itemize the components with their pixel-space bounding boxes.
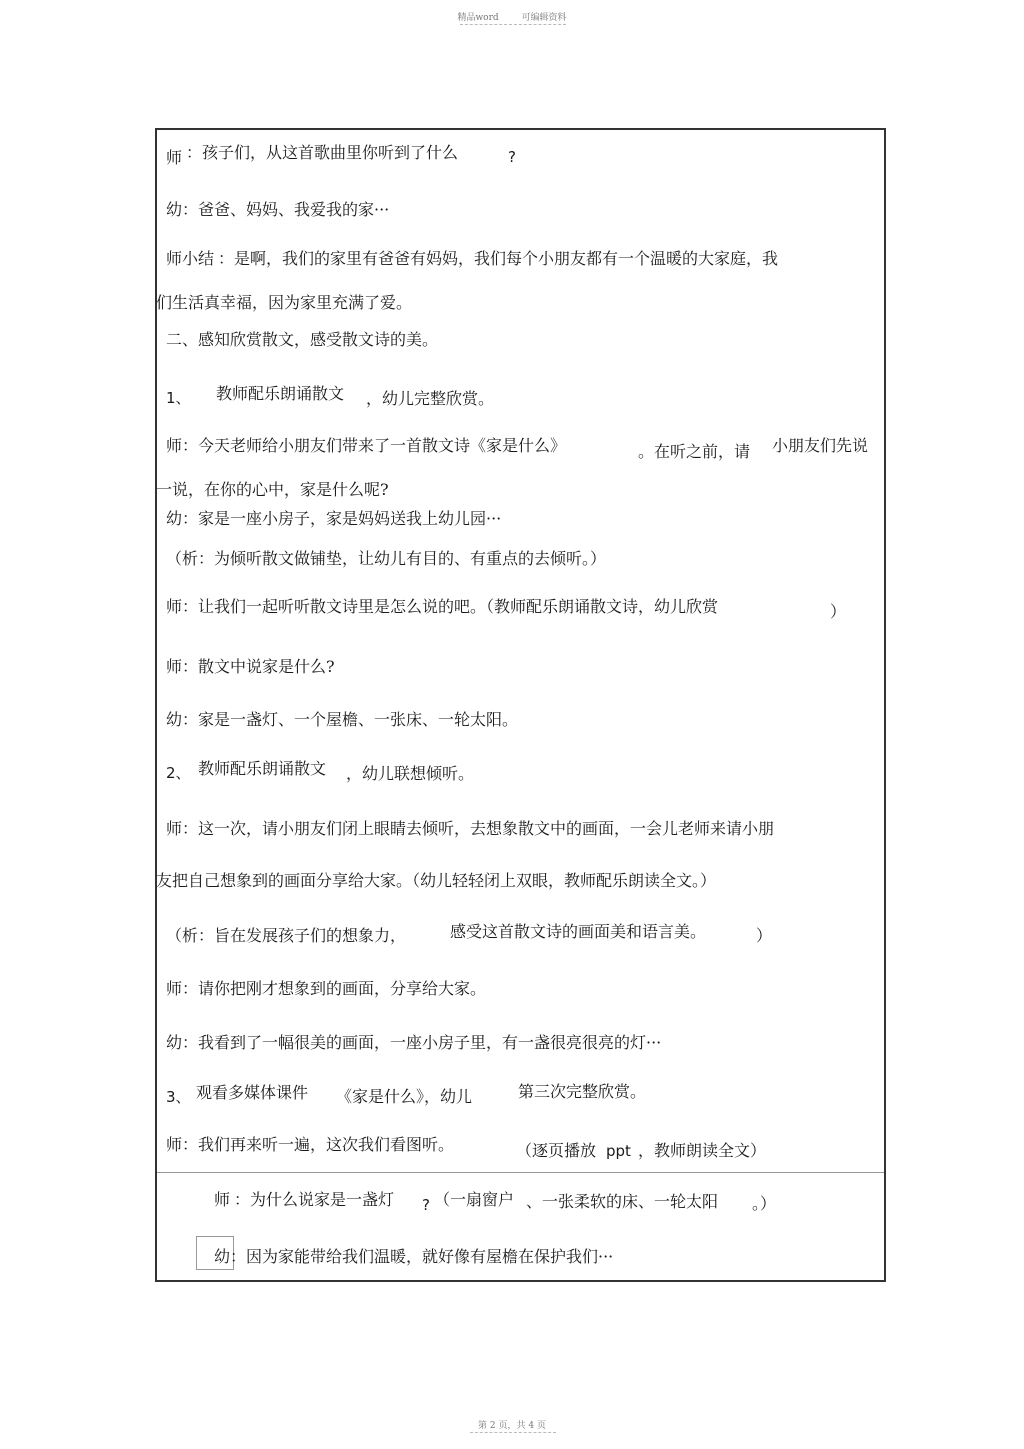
line-23: 幼：因为家能带给我们温暖，就好像有屋檐在保护我们···	[214, 1247, 614, 1266]
analysis-note-1: （析：为倾听散文做铺垫，让幼儿有目的、有重点的去倾听。）	[166, 549, 607, 568]
analysis-note-2-c: ）	[756, 926, 773, 945]
line-22-paren-a: （一扇窗户	[434, 1190, 515, 1209]
step-2-desc: ，幼儿联想倾听。	[346, 764, 475, 783]
line-19: 幼：我看到了一幅很美的画面，一座小房子里，有一盏很亮很亮的灯···	[166, 1033, 662, 1052]
analysis-note-2-b: 感受这首散文诗的画面美和语言美。	[450, 922, 707, 941]
line-16: 友把自己想象到的画面分享给大家。（幼儿轻轻闭上双眼，教师配乐朗读全文。）	[156, 871, 717, 890]
line-8: 一说，在你的心中，家是什么呢?	[156, 480, 389, 499]
header-left-text: 精品word	[457, 13, 499, 23]
line-1-question-mark: ?	[508, 148, 516, 166]
header-divider	[460, 24, 566, 25]
line-2: 幼：爸爸、妈妈、我爱我的家···	[166, 200, 390, 219]
line-22-paren-b: 、一张柔软的床、一轮太阳	[526, 1192, 719, 1211]
section-heading-2: 二、感知欣赏散文，感受散文诗的美。	[166, 330, 439, 349]
header-right-text: 可编辑资料	[521, 13, 567, 23]
page-header	[0, 10, 1024, 23]
line-7-text: 师：今天老师给小朋友们带来了一首散文诗《家是什么》	[166, 436, 567, 455]
step-3-desc: 第三次完整欣赏。	[518, 1082, 647, 1101]
step-2-title: 教师配乐朗诵散文	[198, 759, 327, 778]
line-21-note-a: （逐页播放	[516, 1141, 597, 1160]
line-12: 师：散文中说家是什么?	[166, 657, 335, 676]
step-2-number: 2、	[166, 764, 191, 782]
line-22-question-mark: ?	[422, 1196, 430, 1214]
table-row-divider	[157, 1172, 884, 1173]
step-3-course: 《家是什么》，幼儿	[336, 1087, 473, 1106]
line-3-label: 师小结	[166, 249, 215, 268]
line-1-text: ：孩子们，从这首歌曲里你听到了什么	[186, 143, 459, 162]
step-1-desc: ，幼儿完整欣赏。	[366, 389, 495, 408]
step-3-number: 3、	[166, 1088, 191, 1106]
page-footer: 第 2 页，共 4 页	[478, 1421, 546, 1431]
line-3-text: ：是啊，我们的家里有爸爸有妈妈，我们每个小朋友都有一个温暖的大家庭，我	[218, 249, 779, 268]
line-11-paren: ）	[830, 602, 847, 621]
line-13: 幼：家是一盏灯、一个屋檐、一张床、一轮太阳。	[166, 710, 519, 729]
line-7-mid: 。在听之前，请	[638, 442, 751, 461]
analysis-note-2-a: （析：旨在发展孩子们的想象力，	[166, 926, 407, 945]
line-22-text: ：为什么说家是一盏灯	[234, 1190, 395, 1209]
step-1-number: 1、	[166, 389, 191, 407]
line-9: 幼：家是一座小房子，家是妈妈送我上幼儿园···	[166, 509, 502, 528]
line-18: 师：请你把刚才想象到的画面，分享给大家。	[166, 979, 487, 998]
line-11-text: 师：让我们一起听听散文诗里是怎么说的吧。（教师配乐朗诵散文诗，幼儿欣赏	[166, 597, 719, 616]
line-21-note-b: ，教师朗读全文）	[638, 1141, 767, 1160]
line-1-speaker: 师	[166, 148, 183, 167]
line-21-text: 师：我们再来听一遍，这次我们看图听。	[166, 1135, 455, 1154]
step-1-title: 教师配乐朗诵散文	[216, 384, 345, 403]
line-21-note-ppt: ppt	[606, 1142, 631, 1160]
line-4: 们生活真幸福，因为家里充满了爱。	[156, 293, 413, 312]
line-22-paren-c: 。）	[752, 1194, 777, 1213]
line-22-speaker: 师	[214, 1190, 231, 1209]
line-15: 师：这一次，请小朋友们闭上眼睛去倾听，去想象散文中的画面，一会儿老师来请小朋	[166, 819, 775, 838]
step-3-title: 观看多媒体课件	[196, 1083, 309, 1102]
footer-divider	[470, 1432, 556, 1433]
line-7-end: 小朋友们先说	[772, 436, 869, 455]
